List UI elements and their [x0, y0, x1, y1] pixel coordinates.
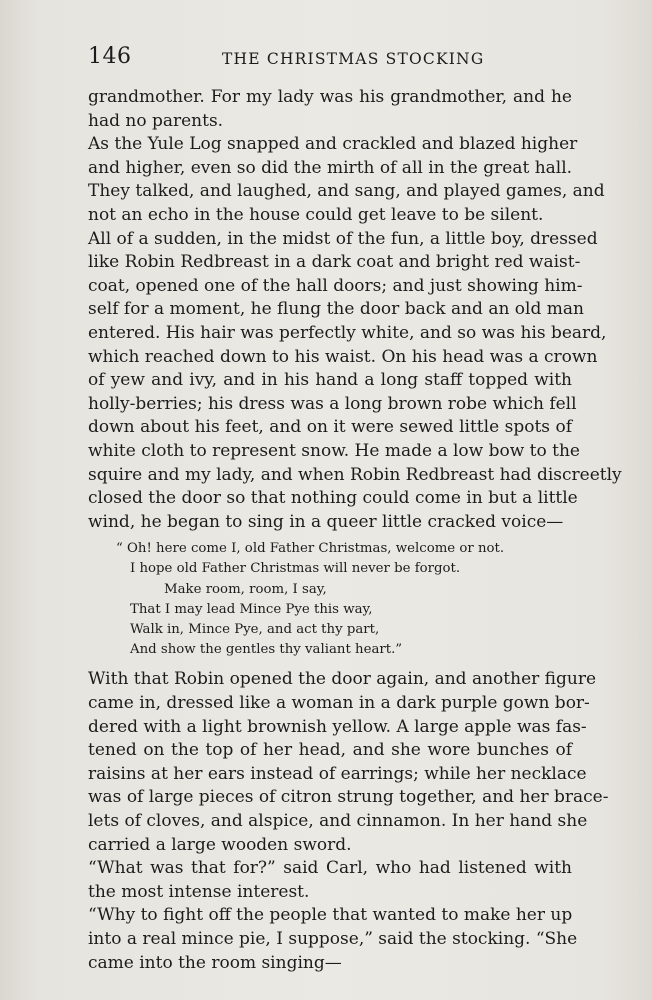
poem-line: I hope old Father Christmas will never be forgot. [130, 561, 461, 577]
text-line: “What was that for?” said Carl, who had listened with [88, 858, 572, 879]
text-line: white cloth to represent snow. He made a low bow to the [88, 440, 580, 461]
text-line: squire and my lady, and when Robin Redbreast had discreetly [88, 464, 622, 485]
page-number: 146 [88, 44, 132, 69]
text-line: raisins at her ears instead of earrings; while her necklace [88, 763, 587, 784]
text-line: came in, dressed like a woman in a dark purple gown bor- [88, 693, 590, 713]
text-line: had no parents. [88, 110, 224, 131]
text-line: “Why to fight off the people that wanted to make her up [88, 905, 573, 926]
poem-line: “ Oh! here come I, old Father Christmas, welcome or not. [116, 541, 505, 557]
text-line: wind, he began to sing in a queer little cracked voice— [88, 511, 564, 532]
text-line: carried a large wooden sword. [88, 834, 352, 855]
text-line: not an echo in the house could get leave to be silent. [88, 204, 544, 225]
poem-stanza [88, 539, 572, 660]
poem-line: Make room, room, I say, [164, 581, 327, 597]
text-line: of yew and ivy, and in his hand a long staff topped with [88, 370, 572, 391]
text-line: down about his feet, and on it were sewed little spots of [88, 417, 572, 438]
text-line: coat, opened one of the hall doors; and just showing him- [88, 275, 583, 296]
text-line: which reached down to his waist. On his head was a crown [88, 346, 598, 367]
text-line: into a real mince pie, I suppose,” said the stocking. “She [88, 928, 578, 949]
text-line: lets of cloves, and alspice, and cinnamon. In her hand she [88, 810, 588, 831]
text-line: tened on the top of her head, and she wore bunches of [88, 740, 572, 761]
text-line: was of large pieces of citron strung together, and her brace- [88, 787, 609, 808]
running-head [88, 44, 574, 70]
text-line: the most intense interest. [88, 881, 310, 902]
body-text [88, 86, 622, 975]
text-line: dered with a light brownish yellow. A large apple was fas- [88, 716, 587, 737]
text-line: They talked, and laughed, and sang, and played games, and [88, 181, 605, 202]
poem-line: Walk in, Mince Pye, and act thy part, [130, 622, 380, 638]
text-line: entered. His hair was perfectly white, and so was his beard, [88, 322, 607, 343]
poem-line: That I may lead Mince Pye this way, [130, 601, 373, 617]
text-line: and higher, even so did the mirth of all in the great hall. [88, 157, 573, 178]
text-line: like Robin Redbreast in a dark coat and bright red waist- [88, 252, 581, 273]
text-line: closed the door so that nothing could come in but a little [88, 488, 578, 509]
text-line: grandmother. For my lady was his grandmother, and he [88, 87, 572, 107]
text-line: All of a sudden, in the midst of the fun, a little boy, dressed [88, 228, 598, 249]
text-line: holly-berries; his dress was a long brown robe which fell [88, 393, 577, 414]
text-line: With that Robin opened the door again, and another figure [88, 669, 597, 690]
poem-line: And show the gentles thy valiant heart.” [130, 642, 403, 658]
text-line: self for a moment, he flung the door back and an old man [88, 299, 584, 320]
text-line: came into the room singing— [88, 952, 342, 973]
text-line: As the Yule Log snapped and crackled and blazed higher [88, 134, 578, 155]
book-title: THE CHRISTMAS STOCKING [222, 50, 485, 68]
